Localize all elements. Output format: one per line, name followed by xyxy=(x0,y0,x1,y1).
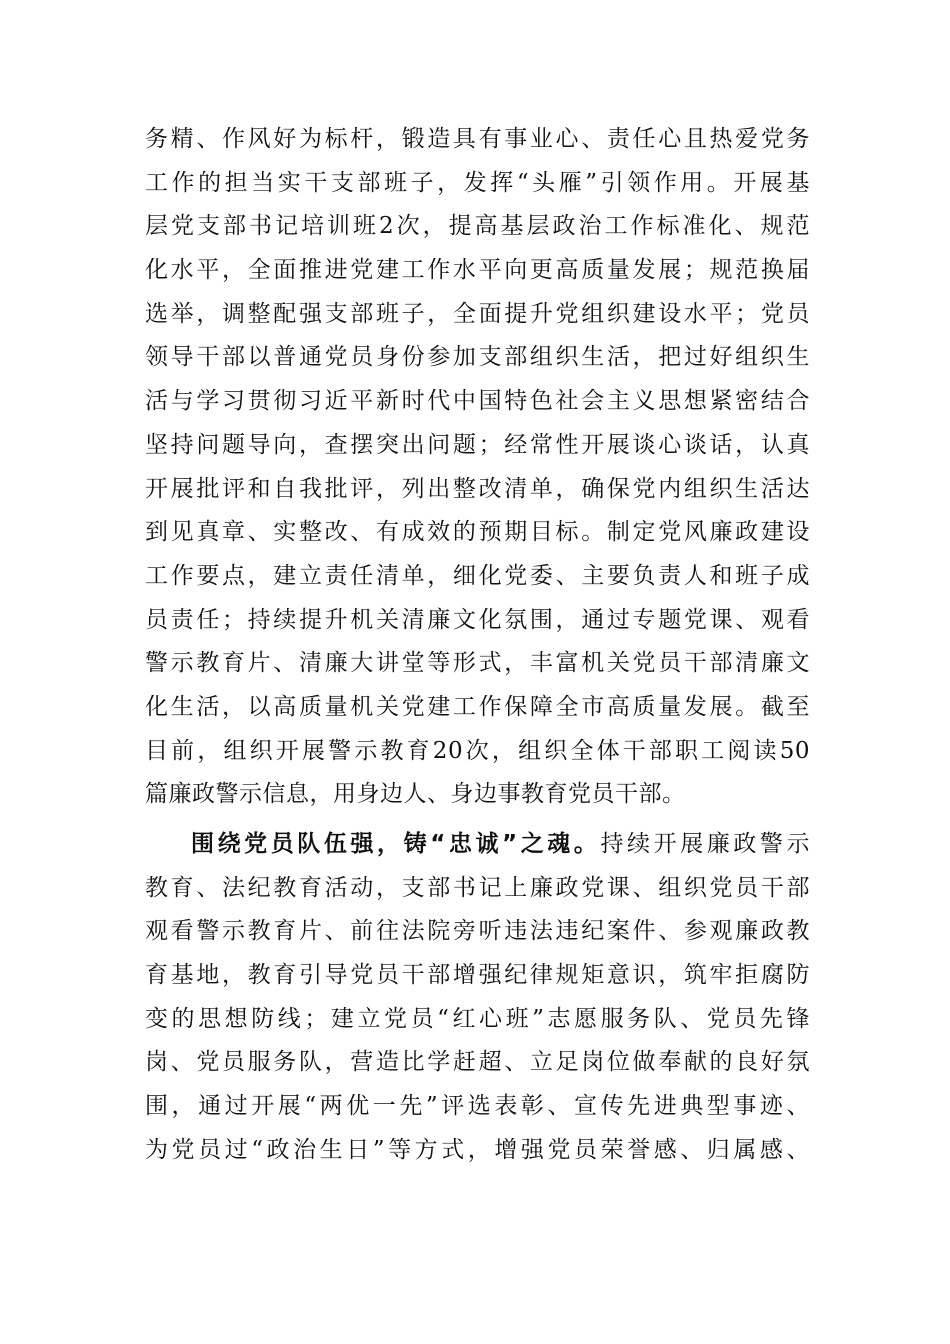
text-line: 岗、党员服务队，营造比学赶超、立足岗位做奉献的良好氛 xyxy=(145,1049,810,1076)
text-line: 开展批评和自我批评，列出整改清单，确保党内组织生活达 xyxy=(145,475,810,502)
text-line: 务精、作风好为标杆，锻造具有事业心、责任心且热爱党务 xyxy=(145,126,810,152)
text-line: 化生活，以高质量机关党建工作保障全市高质量发展。截至 xyxy=(145,693,810,720)
heading-continuation: 持续开展廉政警示 xyxy=(600,831,811,857)
text-line: 目前，组织开展警示教育20次，组织全体干部职工阅读50 xyxy=(145,737,810,764)
text-line: 选举，调整配强支部班子，全面提升党组织建设水平；党员 xyxy=(145,300,810,327)
text-line: 到见真章、实整改、有成效的预期目标。制定党风廉政建设 xyxy=(145,519,810,546)
text-line: 坚持问题导向，查摆突出问题；经常性开展谈心谈话，认真 xyxy=(145,431,810,458)
text-line: 为党员过“政治生日”等方式，增强党员荣誉感、归属感、 xyxy=(145,1136,810,1163)
text-line: 观看警示教育片、前往法院旁听违法违纪案件、参观廉政教 xyxy=(145,918,810,945)
text-line: 警示教育片、清廉大讲堂等形式，丰富机关党员干部清廉文 xyxy=(145,650,810,677)
paragraph-party-building xyxy=(145,118,810,817)
text-line: 围，通过开展“两优一先”评选表彰、宣传先进典型事迹、 xyxy=(145,1093,810,1120)
text-line: 篇廉政警示信息，用身边人、身边事教育党员干部。 xyxy=(145,781,686,808)
text-line-first xyxy=(145,823,810,867)
document-page xyxy=(145,118,810,1173)
text-line: 活与学习贯彻习近平新时代中国特色社会主义思想紧密结合 xyxy=(145,388,810,415)
text-line: 教育、法纪教育活动，支部书记上廉政党课、组织党员干部 xyxy=(145,874,810,901)
paragraph-heading: 围绕党员队伍强，铸“忠诚”之魂。 xyxy=(191,831,601,857)
text-line: 员责任；持续提升机关清廉文化氛围，通过专题党课、观看 xyxy=(145,606,810,633)
text-line: 工作要点，建立责任清单，细化党委、主要负责人和班子成 xyxy=(145,562,810,589)
text-line: 变的思想防线；建立党员“红心班”志愿服务队、党员先锋 xyxy=(145,1005,810,1032)
text-line: 层党支部书记培训班2次，提高基层政治工作标准化、规范 xyxy=(145,213,810,240)
text-line: 领导干部以普通党员身份参加支部组织生活，把过好组织生 xyxy=(145,344,810,371)
text-line: 育基地，教育引导党员干部增强纪律规矩意识，筑牢拒腐防 xyxy=(145,962,810,989)
text-line: 化水平，全面推进党建工作水平向更高质量发展；规范换届 xyxy=(145,257,810,284)
paragraph-party-members xyxy=(145,823,810,1173)
text-line: 工作的担当实干支部班子，发挥“头雁”引领作用。开展基 xyxy=(145,169,810,196)
